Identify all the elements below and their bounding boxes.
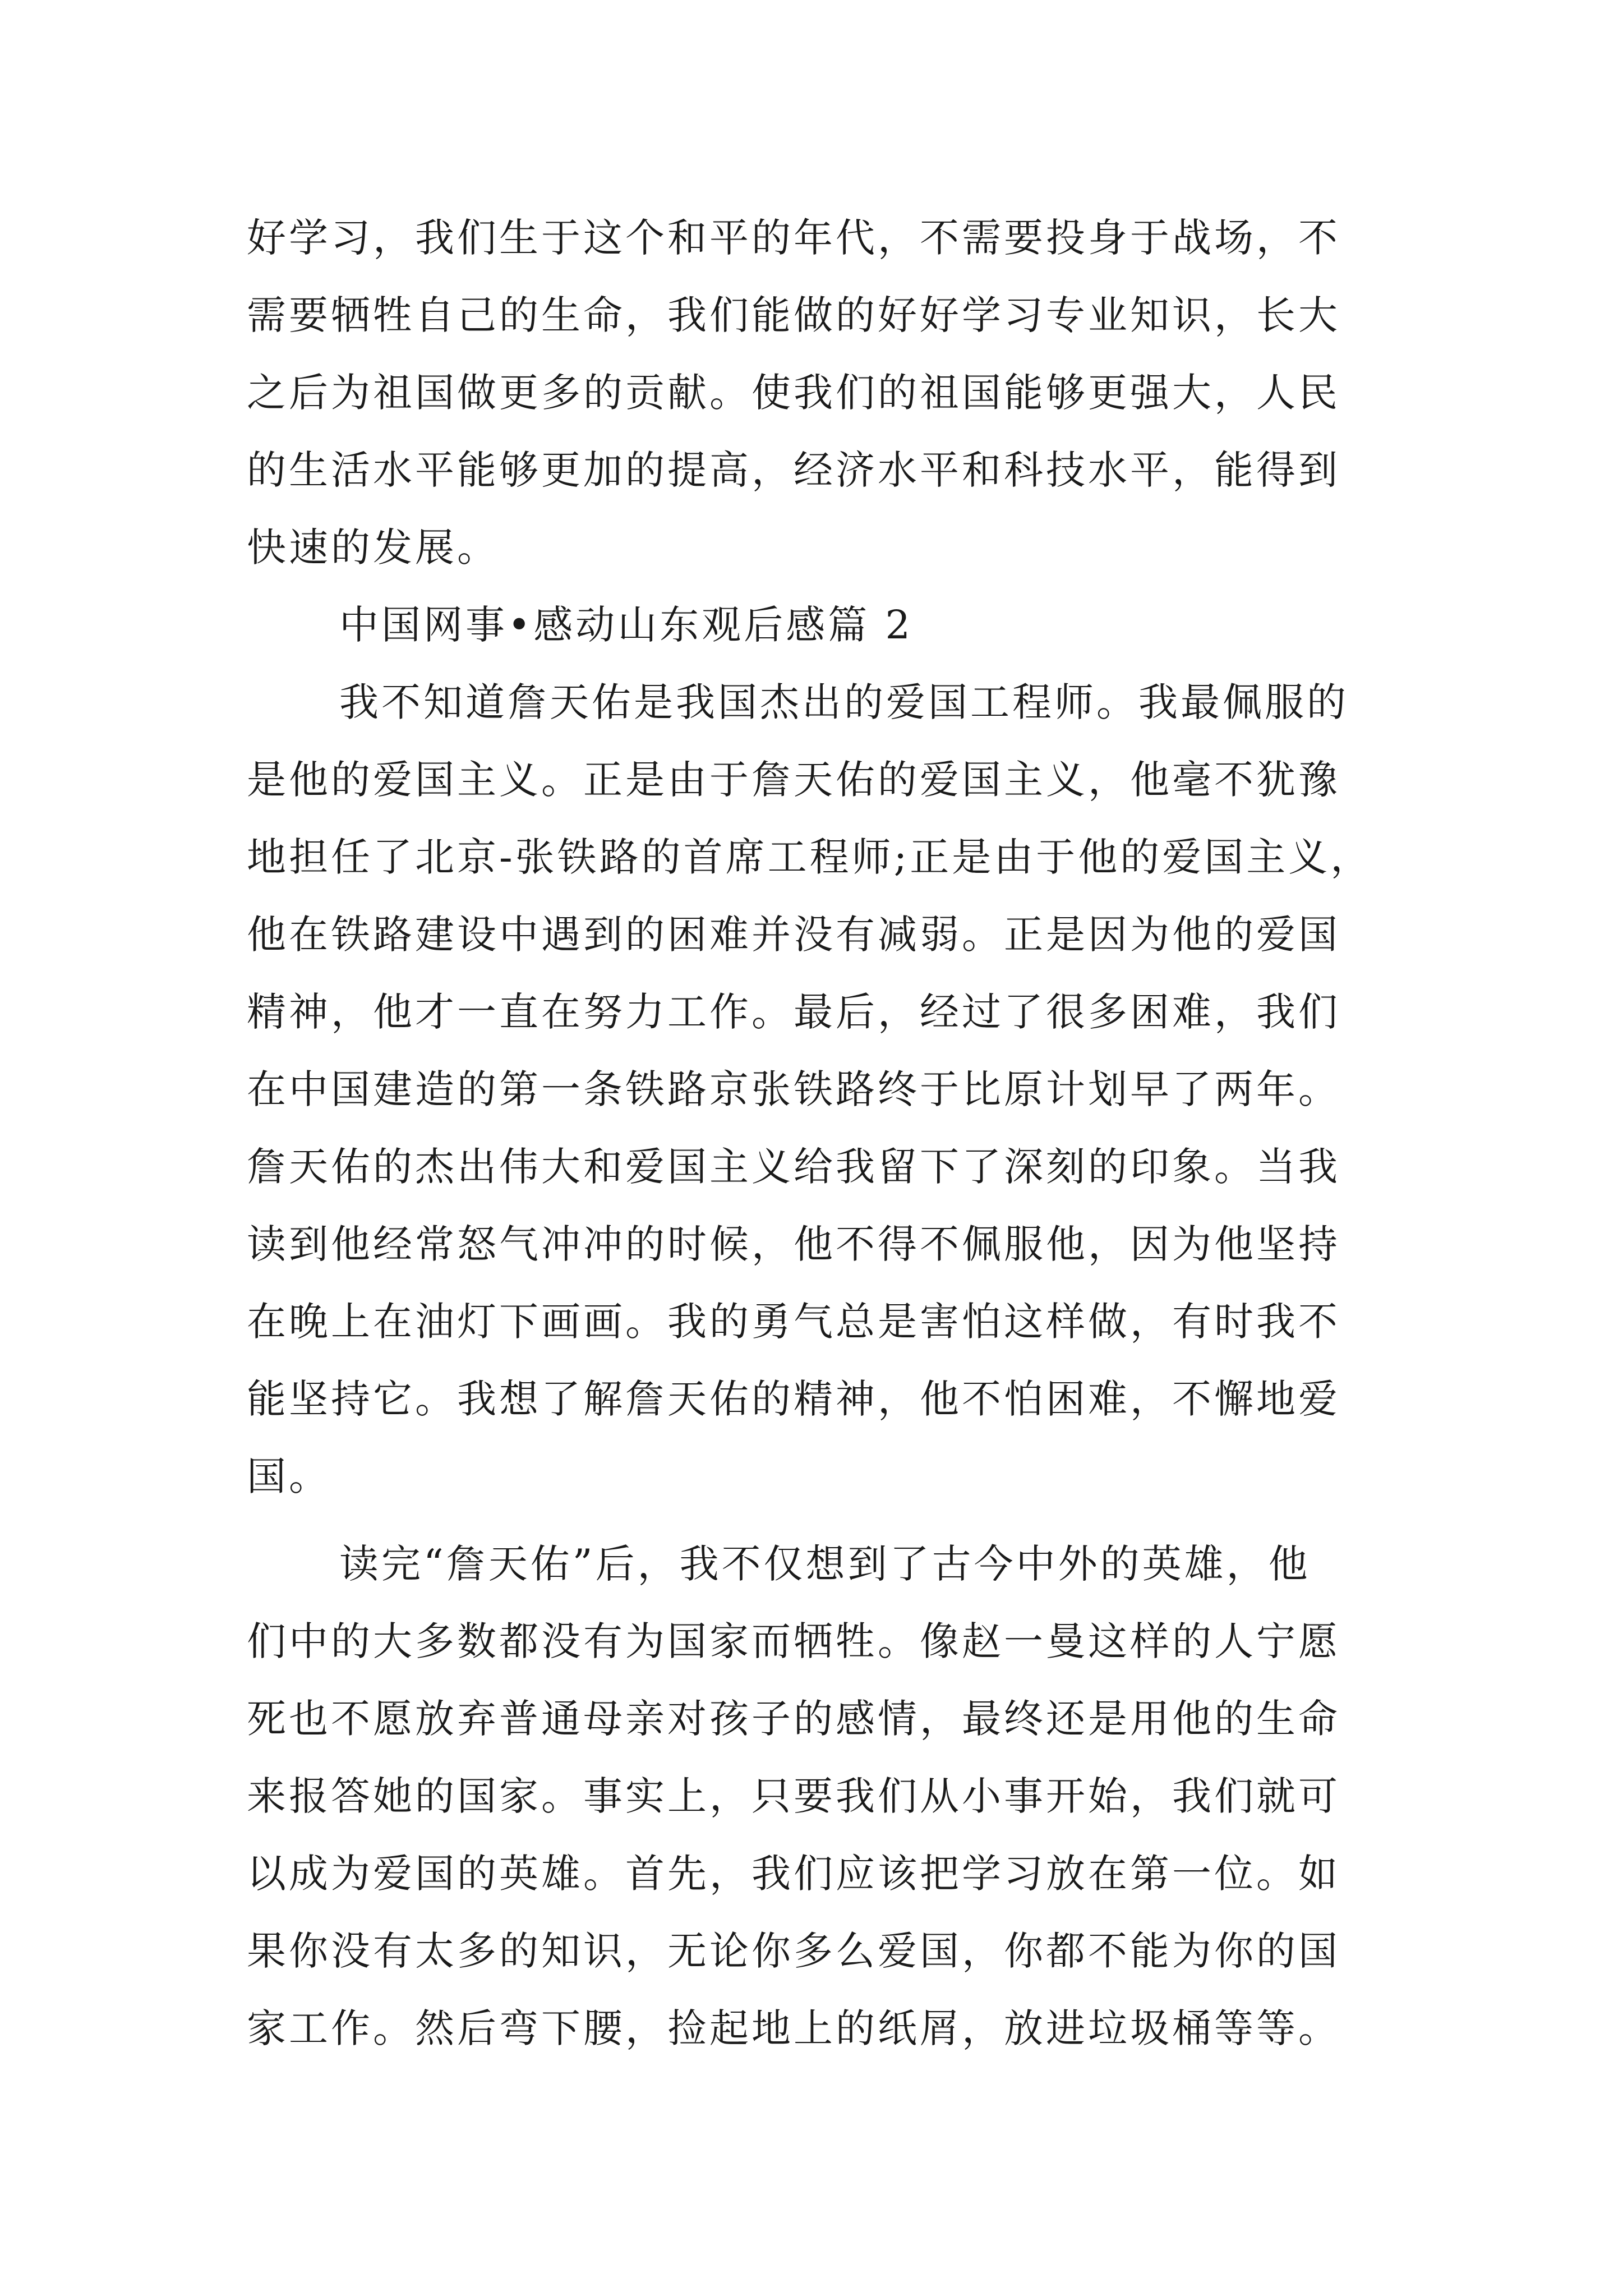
text-line: 读完“詹天佑”后，我不仅想到了古今中外的英雄，他 [339,1541,1311,1587]
text-line: 家工作。然后弯下腰，捡起地上的纸屑，放进垃圾桶等等。 [247,2005,1340,2051]
paragraph-1 [247,199,1391,586]
text-line: 精神，他才一直在努力工作。最后，经过了很多困难，我们 [247,989,1340,1035]
text-line: 好学习，我们生于这个和平的年代，不需要投身于战场，不 [247,215,1340,261]
text-line: 他在铁路建设中遇到的困难并没有减弱。正是因为他的爱国 [247,912,1340,958]
text-line: 在晚上在油灯下画画。我的勇气总是害怕这样做，有时我不 [247,1299,1340,1345]
document-body [247,199,1391,2067]
text-line: 们中的大多数都没有为国家而牺牲。像赵一曼这样的人宁愿 [247,1618,1340,1664]
text-line: 以成为爱国的英雄。首先，我们应该把学习放在第一位。如 [247,1851,1340,1897]
text-line: 我不知道詹天佑是我国杰出的爱国工程师。我最佩服的 [339,679,1349,725]
text-line: 果你没有太多的知识，无论你多么爱国，你都不能为你的国 [247,1928,1340,1974]
text-line: 快速的发展。 [247,524,499,570]
text-line: 地担任了北京-张铁路的首席工程师;正是由于他的爱国主义， [247,834,1373,880]
text-line: 死也不愿放弃普通母亲对孩子的感情，最终还是用他的生命 [247,1696,1340,1742]
paragraph-3 [247,1525,1391,2067]
text-line: 能坚持它。我想了解詹天佑的精神，他不怕困难，不懈地爱 [247,1376,1340,1422]
text-line: 国。 [247,1453,331,1499]
text-line: 是他的爱国主义。正是由于詹天佑的爱国主义，他毫不犹豫 [247,757,1340,803]
text-line: 需要牺牲自己的生命，我们能做的好好学习专业知识，长大 [247,292,1340,338]
text-line: 詹天佑的杰出伟大和爱国主义给我留下了深刻的印象。当我 [247,1144,1340,1190]
text-line: 之后为祖国做更多的贡献。使我们的祖国能够更强大，人民 [247,370,1340,416]
text-line: 的生活水平能够更加的提高，经济水平和科技水平，能得到 [247,447,1340,493]
text-line: 在中国建造的第一条铁路京张铁路终于比原计划早了两年。 [247,1066,1340,1112]
text-line: 读到他经常怒气冲冲的时候，他不得不佩服他，因为他坚持 [247,1221,1340,1267]
section-title: 中国网事•感动山东观后感篇 2 [339,602,914,648]
text-line: 来报答她的国家。事实上，只要我们从小事开始，我们就可 [247,1773,1340,1819]
paragraph-2 [247,664,1391,1515]
paragraph-gap [247,1515,1391,1525]
